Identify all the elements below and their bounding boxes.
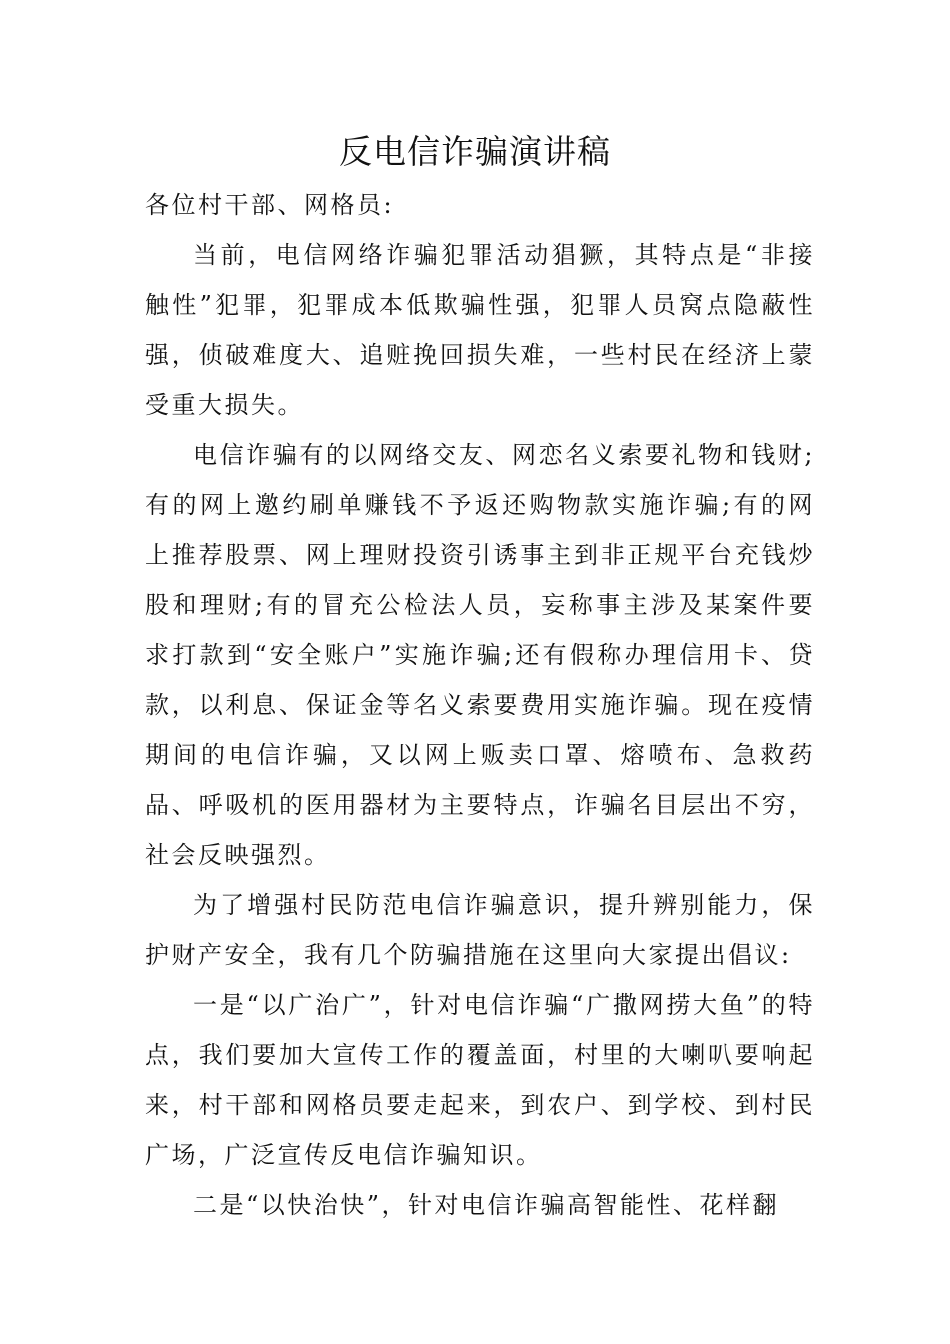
paragraph: 为了增强村民防范电信诈骗意识，提升辨别能力，保护财产安全，我有几个防骗措施在这里向大家提出倡议: bbox=[145, 891, 815, 969]
document-body bbox=[145, 180, 815, 1230]
paragraph: 电信诈骗有的以网络交友、网恋名义索要礼物和钱财;有的网上邀约刷单赚钱不予返还购物款实施诈骗;有的网上推荐股票、网上理财投资引诱事主到非正规平台充钱炒股和理财;有的冒充公检法人员，妄称事主涉及某案件要求打款到“安全账户”实施诈骗;还有假称办理信用卡、贷款，以利息、保证金等名义索要费用实施诈骗。现在疫情期间的电信诈骗，又以网上贩卖口罩、熔喷布、急救药品、呼吸机的医用器材为主要特点，诈骗名目层出不穷，社会反映强烈。 bbox=[145, 441, 815, 869]
paragraph: 一是“以广治广”，针对电信诈骗“广撒网捞大鱼”的特点，我们要加大宣传工作的覆盖面，村里的大喇叭要响起来，村干部和网格员要走起来，到农户、到学校、到村民广场，广泛宣传反电信诈骗知识。 bbox=[145, 991, 815, 1169]
paragraph: 当前，电信网络诈骗犯罪活动猖獗，其特点是“非接触性”犯罪，犯罪成本低欺骗性强，犯罪人员窝点隐蔽性强，侦破难度大、追赃挽回损失难，一些村民在经济上蒙受重大损失。 bbox=[145, 241, 815, 419]
document-title: 反电信诈骗演讲稿 bbox=[339, 132, 611, 171]
salutation: 各位村干部、网格员: bbox=[145, 191, 395, 219]
paragraph: 二是“以快治快”，针对电信诈骗高智能性、花样翻 bbox=[193, 1191, 780, 1219]
